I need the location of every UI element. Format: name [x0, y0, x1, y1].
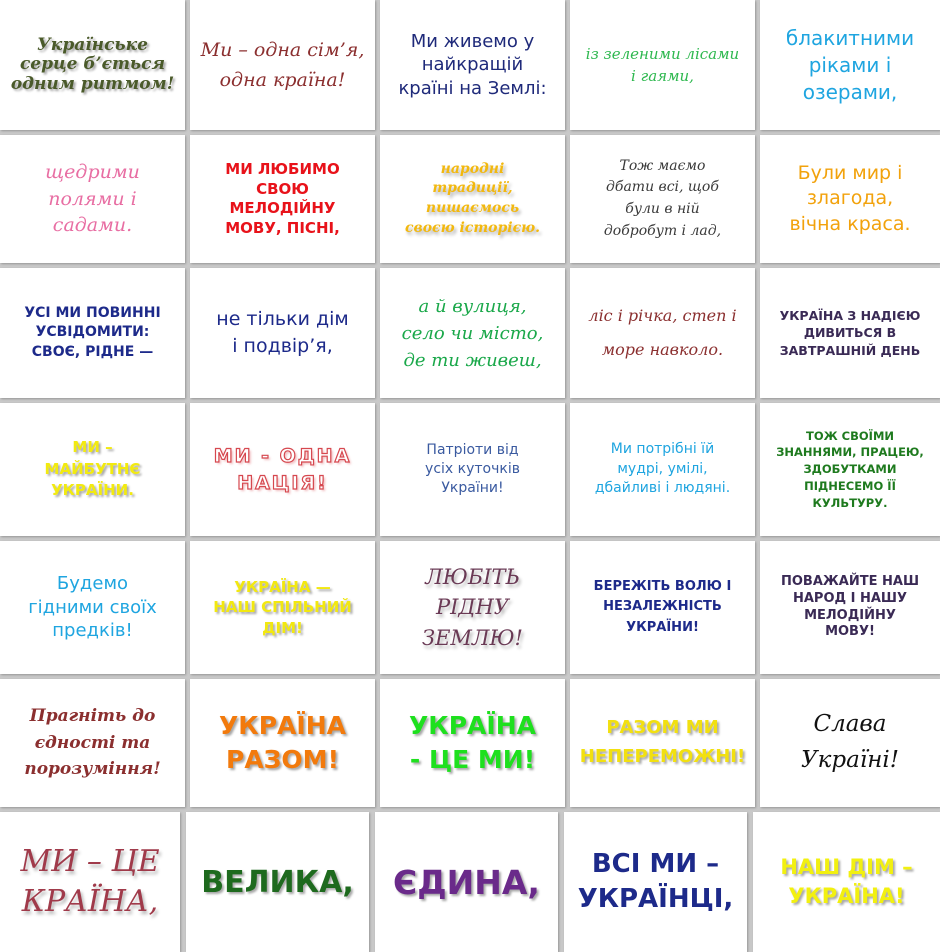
card-10: [760, 135, 940, 263]
card-text: Ми потрібні їй мудрі, умілі, дбайливі і людяні.: [594, 441, 731, 497]
card-28: [380, 679, 565, 807]
card-text: ВЕЛИКА,: [201, 864, 354, 900]
card-text: УКРАЇНА РАЗОМ!: [219, 711, 346, 774]
card-text: щедрими полями і садами.: [45, 161, 140, 237]
card-2: [190, 0, 375, 130]
card-3: [380, 0, 565, 130]
card-text: ТОЖ СВОЇМИ ЗНАННЯМИ, ПРАЦЕЮ, ЗДОБУТКАМИ ПІДНЕСЕМО ЇЇ КУЛЬТУРУ.: [776, 428, 924, 510]
card-16: [0, 403, 185, 536]
card-text: УКРАЇНА — НАШ СПІЛЬНИЙ ДІМ!: [213, 578, 352, 637]
card-13: [380, 268, 565, 398]
card-12: [190, 268, 375, 398]
card-text: Слава Україні!: [801, 711, 899, 773]
card-text: ЛЮБІТЬ РІДНУ ЗЕМЛЮ!: [422, 564, 523, 650]
card-text: ПОВАЖАЙТЕ НАШ НАРОД І НАШУ МЕЛОДІЙНУ МОВУ!: [780, 573, 920, 640]
card-15: [760, 268, 940, 398]
card-24: [570, 541, 755, 674]
card-20: [760, 403, 940, 536]
card-text: МИ – ЦЕ КРАЇНА,: [20, 843, 160, 919]
card-text: народні традиції, пишаємось своєю історією.: [405, 160, 540, 236]
card-27: [190, 679, 375, 807]
card-8: [380, 135, 565, 263]
card-text: Ми – одна сім’я, одна країна!: [200, 38, 365, 91]
card-4: [570, 0, 755, 130]
card-11: [0, 268, 185, 398]
card-34: [564, 812, 747, 952]
card-text: Тож маємо дбати всі, щоб були в ній добробут і лад,: [603, 157, 722, 239]
card-23: [380, 541, 565, 674]
card-text: ліс і річка, степ і море навколо.: [588, 306, 737, 359]
card-text: МИ ЛЮБИМО СВОЮ МЕЛОДІЙНУ МОВУ, ПІСНІ,: [225, 160, 340, 237]
card-text: Ми живемо у найкращій країні на Землі:: [398, 30, 547, 99]
card-22: [190, 541, 375, 674]
card-text: Патріоти від усіх куточків України!: [425, 442, 520, 496]
card-text: РАЗОМ МИ НЕПЕРЕМОЖНІ!: [579, 717, 746, 767]
card-35: [753, 812, 940, 952]
card-text: Прагніть до єдності та порозуміння!: [24, 706, 161, 780]
card-33: [375, 812, 558, 952]
card-text: Українське серце б’ється одним ритмом!: [10, 34, 175, 94]
card-25: [760, 541, 940, 674]
card-29: [570, 679, 755, 807]
card-text: із зеленими лісами і гаями,: [585, 44, 740, 85]
card-text: не тільки дім і подвір’я,: [216, 308, 349, 357]
card-text: УКРАЇНА - ЦЕ МИ!: [409, 711, 536, 774]
card-32: [186, 812, 369, 952]
card-text: Були мир і злагода, вічна краса.: [789, 161, 911, 235]
card-26: [0, 679, 185, 807]
card-18: [380, 403, 565, 536]
card-text: НАШ ДІМ – УКРАЇНА!: [780, 854, 913, 908]
card-text: Будемо гідними своїх предків!: [28, 573, 157, 642]
card-31: [0, 812, 180, 952]
card-7: [190, 135, 375, 263]
card-text: а й вулиця, село чи місто, де ти живеш,: [401, 295, 544, 371]
card-text: БЕРЕЖІТЬ ВОЛЮ І НЕЗАЛЕЖНІСТЬ УКРАЇНИ!: [593, 579, 732, 635]
card-6: [0, 135, 185, 263]
card-21: [0, 541, 185, 674]
card-text: МИ – МАЙБУТНЄ УКРАЇНИ.: [44, 437, 141, 500]
card-text: ЄДИНА,: [393, 862, 540, 902]
card-text: блакитними ріками і озерами,: [785, 25, 915, 104]
card-19: [570, 403, 755, 536]
card-9: [570, 135, 755, 263]
card-30: [760, 679, 940, 807]
card-14: [570, 268, 755, 398]
card-1: [0, 0, 185, 130]
card-17: [190, 403, 375, 536]
card-text: УСІ МИ ПОВИННІ УСВІДОМИТИ: СВОЄ, РІДНЕ —: [24, 304, 161, 360]
card-text: ВСІ МИ – УКРАЇНЦІ,: [577, 848, 734, 914]
card-text: МИ - ОДНА НАЦІЯ!: [213, 444, 352, 494]
card-5: [760, 0, 940, 130]
card-text: УКРАЇНА З НАДІЄЮ ДИВИТЬСЯ В ЗАВТРАШНІЙ ДЕНЬ: [779, 307, 921, 358]
